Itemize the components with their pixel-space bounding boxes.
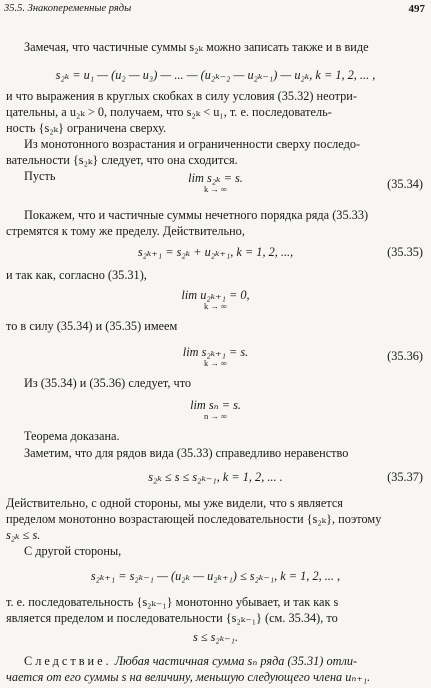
text-line: Замечая, что частичные суммы s₂ₖ можно записать также и в виде xyxy=(24,40,369,54)
text-line: Покажем, что и частичные суммы нечетного порядка ряда (35.33) xyxy=(24,208,369,222)
corollary-text: Любая частичная сумма sₙ ряда (35.31) отли- xyxy=(111,654,358,668)
text-line: Пусть xyxy=(24,169,56,183)
formula-partial-sums: s₂ₖ = u₁ — (u₂ — u₃) — ... — (u₂ₖ₋₂ — u₂ₖ₋₁) — u₂ₖ, k = 1, 2, ... , xyxy=(55,68,376,82)
formula-35: s₂ₖ₊₁ = s₂ₖ + u₂ₖ₊₁, k = 1, 2, ..., xyxy=(137,245,294,259)
formula-limit-u: lim u₂ₖ₊₁ = 0, k → ∞ xyxy=(181,288,250,311)
text-line: пределом монотонно возрастающей последовательности {s₂ₖ}, поэтому xyxy=(6,512,382,526)
equation-number: (35.36) xyxy=(387,349,423,363)
corollary-line xyxy=(6,654,425,669)
text-line: С другой стороны, xyxy=(24,544,122,558)
text-line: стремятся к тому же пределу. Действительно, xyxy=(6,224,245,238)
text-line: Теорема доказана. xyxy=(24,429,120,443)
text-line: и что выражения в круглых скобках в силу условия (35.32) неотри- xyxy=(6,89,357,103)
corollary-text: чается от его суммы s на величину, меньшую следующего члена uₙ₊₁. xyxy=(6,670,371,684)
equation-number: (35.35) xyxy=(387,245,423,259)
equation-number: (35.34) xyxy=(387,177,423,191)
formula-monotone: s₂ₖ₊₁ = s₂ₖ₋₁ — (u₂ₖ — u₂ₖ₊₁) ≤ s₂ₖ₋₁, k = 1, 2, ... , xyxy=(90,569,341,583)
formula-34: lim s₂ₖ = s. k → ∞ xyxy=(188,171,243,194)
text-line: Из (35.34) и (35.36) следует, что xyxy=(24,376,192,390)
text-line: Заметим, что для рядов вида (35.33) справедливо неравенство xyxy=(24,446,349,460)
section-title: 35.5. Знакопеременные ряды xyxy=(4,3,132,14)
text-line: Из монотонного возрастания и ограниченности сверху последо- xyxy=(24,137,361,151)
text-line: s₂ₖ ≤ s. xyxy=(6,528,41,542)
text-line: и так как, согласно (35.31), xyxy=(6,268,147,282)
text-line: является пределом и последовательности {s₂ₖ₋₁} (см. 35.34), то xyxy=(6,611,338,625)
text-line: цательны, а u₂ₖ > 0, получаем, что s₂ₖ < u₁, т. е. последователь- xyxy=(6,105,332,119)
text-line: т. е. последовательность {s₂ₖ₋₁} монотонно убывает, и так как s xyxy=(6,595,339,609)
text-line: то в силу (35.34) и (35.35) имеем xyxy=(6,319,178,333)
text-line: ность {s₂ₖ} ограничена сверху. xyxy=(6,121,167,135)
equation-number: (35.37) xyxy=(387,470,423,484)
text-line: Действительно, с одной стороны, мы уже видели, что s является xyxy=(6,496,343,510)
corollary-label: Следствие. xyxy=(24,654,112,668)
text-line: вательности {s₂ₖ} следует, что она сходится. xyxy=(6,153,238,167)
formula-36: lim s₂ₖ₊₁ = s. k → ∞ xyxy=(182,345,249,368)
formula-limit-sn: lim sₙ = s. n → ∞ xyxy=(190,398,241,421)
formula-bound: s ≤ s₂ₖ₋₁. xyxy=(192,630,239,644)
formula-37: s₂ₖ ≤ s ≤ s₂ₖ₋₁, k = 1, 2, ... . xyxy=(148,470,283,484)
page-number: 497 xyxy=(408,3,425,15)
running-header xyxy=(4,3,425,17)
